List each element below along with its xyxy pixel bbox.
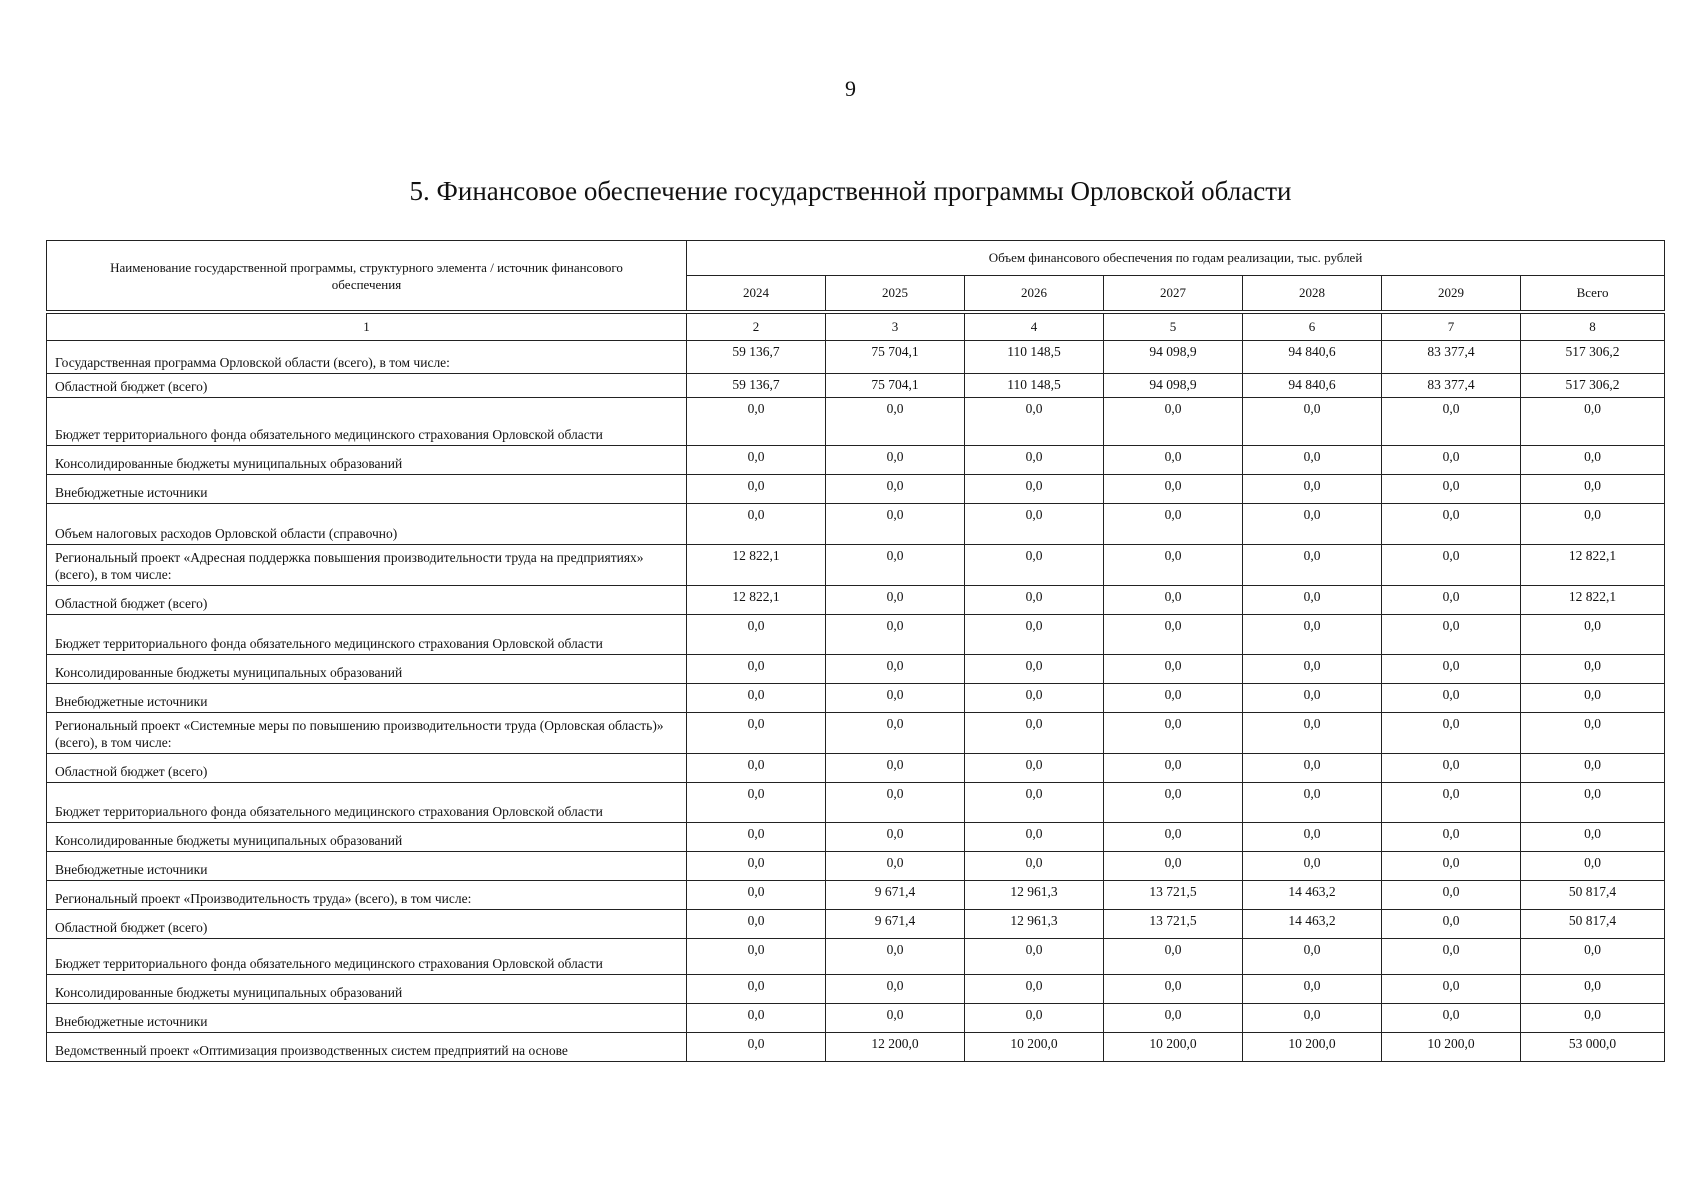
row-value-2026: 12 961,3: [965, 910, 1104, 939]
row-value-2027: 0,0: [1104, 713, 1243, 754]
row-name: Областной бюджет (всего): [47, 374, 687, 398]
row-value-2027: 0,0: [1104, 586, 1243, 615]
row-value-2027: 0,0: [1104, 783, 1243, 823]
row-value-Всего: 0,0: [1521, 504, 1665, 545]
table-row: [47, 374, 1665, 398]
row-value-2029: 0,0: [1382, 586, 1521, 615]
row-value-2029: 0,0: [1382, 939, 1521, 975]
row-name: Бюджет территориального фонда обязательного медицинского страхования Орловской области: [47, 783, 687, 823]
table-row: [47, 446, 1665, 475]
row-value-2029: 0,0: [1382, 545, 1521, 586]
row-name: Внебюджетные источники: [47, 852, 687, 881]
row-value-2024: 0,0: [687, 398, 826, 446]
table-row: [47, 939, 1665, 975]
row-value-2028: 0,0: [1243, 655, 1382, 684]
row-value-2026: 0,0: [965, 713, 1104, 754]
row-value-2024: 0,0: [687, 910, 826, 939]
row-value-2027: 0,0: [1104, 398, 1243, 446]
row-value-2025: 9 671,4: [826, 881, 965, 910]
row-value-2028: 0,0: [1243, 446, 1382, 475]
row-value-2025: 0,0: [826, 586, 965, 615]
row-name: Региональный проект «Производительность труда» (всего), в том числе:: [47, 881, 687, 910]
row-value-2028: 0,0: [1243, 823, 1382, 852]
row-value-2024: 0,0: [687, 615, 826, 655]
row-value-2027: 13 721,5: [1104, 910, 1243, 939]
row-name: Государственная программа Орловской области (всего), в том числе:: [47, 341, 687, 374]
row-value-2026: 0,0: [965, 545, 1104, 586]
row-value-2026: 0,0: [965, 398, 1104, 446]
column-number-1: 1: [47, 314, 687, 341]
table-row: [47, 1033, 1665, 1062]
row-value-2025: 0,0: [826, 504, 965, 545]
row-value-2028: 0,0: [1243, 1004, 1382, 1033]
row-name: Бюджет территориального фонда обязательного медицинского страхования Орловской области: [47, 939, 687, 975]
document-title: 5. Финансовое обеспечение государственной программы Орловской области: [409, 176, 1292, 206]
row-value-2028: 0,0: [1243, 586, 1382, 615]
row-name: Консолидированные бюджеты муниципальных образований: [47, 446, 687, 475]
row-value-2025: 9 671,4: [826, 910, 965, 939]
row-value-2024: 0,0: [687, 655, 826, 684]
header-name: Наименование государственной программы, структурного элемента / источник финансового обеспечения: [47, 241, 687, 311]
row-value-2029: 10 200,0: [1382, 1033, 1521, 1062]
row-value-2027: 0,0: [1104, 754, 1243, 783]
row-value-2027: 10 200,0: [1104, 1033, 1243, 1062]
financing-table: [46, 240, 1665, 1062]
row-name: Областной бюджет (всего): [47, 586, 687, 615]
row-value-2024: 0,0: [687, 504, 826, 545]
row-value-2029: 0,0: [1382, 398, 1521, 446]
row-value-2027: 0,0: [1104, 1004, 1243, 1033]
column-number-8: 8: [1521, 314, 1665, 341]
header-group: Объем финансового обеспечения по годам реализации, тыс. рублей: [687, 241, 1665, 276]
header-year-4: 2028: [1243, 276, 1382, 311]
row-value-2027: 13 721,5: [1104, 881, 1243, 910]
row-name: Консолидированные бюджеты муниципальных образований: [47, 823, 687, 852]
row-value-2024: 59 136,7: [687, 374, 826, 398]
table-row: [47, 852, 1665, 881]
table-row: [47, 1004, 1665, 1033]
row-value-2027: 0,0: [1104, 684, 1243, 713]
row-name: Внебюджетные источники: [47, 684, 687, 713]
row-value-2028: 0,0: [1243, 684, 1382, 713]
row-name: Бюджет территориального фонда обязательного медицинского страхования Орловской области: [47, 615, 687, 655]
table-row: [47, 823, 1665, 852]
row-value-2028: 94 840,6: [1243, 341, 1382, 374]
row-value-2025: 75 704,1: [826, 341, 965, 374]
row-value-2024: 0,0: [687, 939, 826, 975]
row-value-2028: 0,0: [1243, 713, 1382, 754]
row-value-2029: 0,0: [1382, 504, 1521, 545]
row-value-2026: 0,0: [965, 475, 1104, 504]
row-name: Бюджет территориального фонда обязательного медицинского страхования Орловской области: [47, 398, 687, 446]
row-value-2025: 0,0: [826, 446, 965, 475]
row-value-2026: 0,0: [965, 823, 1104, 852]
row-value-2026: 0,0: [965, 975, 1104, 1004]
row-value-2027: 0,0: [1104, 545, 1243, 586]
row-value-2024: 0,0: [687, 1004, 826, 1033]
table-row: [47, 398, 1665, 446]
row-value-2024: 0,0: [687, 446, 826, 475]
row-value-2029: 0,0: [1382, 615, 1521, 655]
row-value-2025: 0,0: [826, 783, 965, 823]
row-value-2026: 110 148,5: [965, 341, 1104, 374]
row-value-Всего: 12 822,1: [1521, 586, 1665, 615]
row-value-2028: 0,0: [1243, 754, 1382, 783]
row-value-2024: 12 822,1: [687, 545, 826, 586]
row-value-2029: 0,0: [1382, 910, 1521, 939]
row-name: Объем налоговых расходов Орловской области (справочно): [47, 504, 687, 545]
table-row: [47, 475, 1665, 504]
row-value-2024: 0,0: [687, 823, 826, 852]
row-name: Областной бюджет (всего): [47, 910, 687, 939]
row-value-2026: 110 148,5: [965, 374, 1104, 398]
row-value-2029: 0,0: [1382, 684, 1521, 713]
row-value-2025: 0,0: [826, 823, 965, 852]
row-value-2028: 0,0: [1243, 504, 1382, 545]
row-value-2028: 0,0: [1243, 852, 1382, 881]
header-row-top: [47, 241, 1665, 276]
row-value-2027: 0,0: [1104, 475, 1243, 504]
row-value-2024: 0,0: [687, 754, 826, 783]
row-value-2025: 0,0: [826, 655, 965, 684]
row-value-2024: 0,0: [687, 1033, 826, 1062]
row-value-2025: 0,0: [826, 754, 965, 783]
row-value-2027: 94 098,9: [1104, 374, 1243, 398]
row-value-2028: 0,0: [1243, 939, 1382, 975]
row-value-2025: 0,0: [826, 975, 965, 1004]
row-value-2024: 0,0: [687, 684, 826, 713]
row-value-2024: 0,0: [687, 881, 826, 910]
row-value-2025: 0,0: [826, 475, 965, 504]
header-year-2: 2026: [965, 276, 1104, 311]
row-value-2026: 0,0: [965, 754, 1104, 783]
row-value-2028: 94 840,6: [1243, 374, 1382, 398]
row-name: Консолидированные бюджеты муниципальных образований: [47, 975, 687, 1004]
column-number-2: 2: [687, 314, 826, 341]
column-number-6: 6: [1243, 314, 1382, 341]
row-value-2026: 0,0: [965, 446, 1104, 475]
row-value-2026: 0,0: [965, 615, 1104, 655]
row-name: Внебюджетные источники: [47, 475, 687, 504]
row-value-2029: 0,0: [1382, 881, 1521, 910]
row-value-Всего: 0,0: [1521, 615, 1665, 655]
column-number-3: 3: [826, 314, 965, 341]
header-year-5: 2029: [1382, 276, 1521, 311]
row-value-2026: 0,0: [965, 783, 1104, 823]
row-value-2028: 0,0: [1243, 398, 1382, 446]
row-value-2027: 0,0: [1104, 504, 1243, 545]
row-value-2026: 0,0: [965, 684, 1104, 713]
table-row: [47, 615, 1665, 655]
row-value-2025: 0,0: [826, 545, 965, 586]
row-value-2025: 0,0: [826, 615, 965, 655]
row-value-Всего: 0,0: [1521, 975, 1665, 1004]
row-value-2029: 83 377,4: [1382, 341, 1521, 374]
row-value-Всего: 0,0: [1521, 655, 1665, 684]
header-year-6: Всего: [1521, 276, 1665, 311]
column-number-row: [47, 314, 1665, 341]
row-value-2024: 0,0: [687, 975, 826, 1004]
row-value-2025: 0,0: [826, 852, 965, 881]
row-value-2029: 0,0: [1382, 655, 1521, 684]
row-value-Всего: 0,0: [1521, 823, 1665, 852]
row-name: Внебюджетные источники: [47, 1004, 687, 1033]
row-value-Всего: 0,0: [1521, 713, 1665, 754]
column-number-4: 4: [965, 314, 1104, 341]
row-value-2028: 0,0: [1243, 783, 1382, 823]
table-row: [47, 783, 1665, 823]
table-row: [47, 341, 1665, 374]
row-value-2025: 75 704,1: [826, 374, 965, 398]
column-number-7: 7: [1382, 314, 1521, 341]
row-value-Всего: 50 817,4: [1521, 881, 1665, 910]
row-name: Региональный проект «Системные меры по повышению производительности труда (Орловская область)» (всего), в том числе:: [47, 713, 687, 754]
table-row: [47, 586, 1665, 615]
row-value-2024: 0,0: [687, 783, 826, 823]
table-row: [47, 881, 1665, 910]
row-value-2027: 0,0: [1104, 446, 1243, 475]
table-row: [47, 754, 1665, 783]
row-name: Областной бюджет (всего): [47, 754, 687, 783]
row-value-2027: 0,0: [1104, 655, 1243, 684]
row-value-2027: 0,0: [1104, 852, 1243, 881]
header-year-1: 2025: [826, 276, 965, 311]
table-row: [47, 975, 1665, 1004]
row-value-Всего: 12 822,1: [1521, 545, 1665, 586]
row-value-2029: 0,0: [1382, 754, 1521, 783]
row-value-2029: 0,0: [1382, 713, 1521, 754]
row-name: Ведомственный проект «Оптимизация производственных систем предприятий на основе: [47, 1033, 687, 1062]
row-value-Всего: 0,0: [1521, 939, 1665, 975]
page-number: 9: [845, 76, 856, 101]
row-value-2029: 0,0: [1382, 446, 1521, 475]
row-name: Региональный проект «Адресная поддержка повышения производительности труда на предприятиях» (всего), в том числе:: [47, 545, 687, 586]
row-value-2025: 12 200,0: [826, 1033, 965, 1062]
row-value-2028: 0,0: [1243, 975, 1382, 1004]
row-value-Всего: 0,0: [1521, 852, 1665, 881]
row-value-Всего: 0,0: [1521, 475, 1665, 504]
row-value-2028: 0,0: [1243, 615, 1382, 655]
row-value-Всего: 0,0: [1521, 783, 1665, 823]
row-value-2028: 0,0: [1243, 475, 1382, 504]
row-value-Всего: 0,0: [1521, 398, 1665, 446]
row-value-2029: 0,0: [1382, 823, 1521, 852]
row-value-2029: 0,0: [1382, 475, 1521, 504]
header-year-0: 2024: [687, 276, 826, 311]
row-value-2026: 0,0: [965, 504, 1104, 545]
row-value-2026: 0,0: [965, 939, 1104, 975]
row-value-2025: 0,0: [826, 684, 965, 713]
row-value-2024: 0,0: [687, 852, 826, 881]
column-number-5: 5: [1104, 314, 1243, 341]
row-value-2024: 0,0: [687, 475, 826, 504]
row-value-2029: 0,0: [1382, 852, 1521, 881]
row-value-Всего: 0,0: [1521, 1004, 1665, 1033]
row-value-2024: 59 136,7: [687, 341, 826, 374]
table-row: [47, 713, 1665, 754]
row-value-2025: 0,0: [826, 1004, 965, 1033]
table-row: [47, 684, 1665, 713]
row-value-2027: 94 098,9: [1104, 341, 1243, 374]
row-value-2025: 0,0: [826, 939, 965, 975]
row-name: Консолидированные бюджеты муниципальных образований: [47, 655, 687, 684]
row-value-Всего: 0,0: [1521, 684, 1665, 713]
row-value-2028: 14 463,2: [1243, 881, 1382, 910]
row-value-2028: 14 463,2: [1243, 910, 1382, 939]
row-value-2025: 0,0: [826, 713, 965, 754]
row-value-2027: 0,0: [1104, 939, 1243, 975]
row-value-Всего: 50 817,4: [1521, 910, 1665, 939]
row-value-Всего: 517 306,2: [1521, 374, 1665, 398]
row-value-2029: 0,0: [1382, 1004, 1521, 1033]
row-value-2026: 0,0: [965, 852, 1104, 881]
row-value-Всего: 0,0: [1521, 754, 1665, 783]
row-value-2026: 0,0: [965, 655, 1104, 684]
row-value-2027: 0,0: [1104, 975, 1243, 1004]
row-value-2025: 0,0: [826, 398, 965, 446]
header-year-3: 2027: [1104, 276, 1243, 311]
row-value-2029: 0,0: [1382, 975, 1521, 1004]
table-row: [47, 504, 1665, 545]
row-value-2026: 12 961,3: [965, 881, 1104, 910]
row-value-2026: 0,0: [965, 1004, 1104, 1033]
row-value-2029: 0,0: [1382, 783, 1521, 823]
row-value-2029: 83 377,4: [1382, 374, 1521, 398]
table-row: [47, 910, 1665, 939]
row-value-Всего: 53 000,0: [1521, 1033, 1665, 1062]
table-row: [47, 545, 1665, 586]
row-value-2026: 0,0: [965, 586, 1104, 615]
row-value-2028: 10 200,0: [1243, 1033, 1382, 1062]
row-value-2026: 10 200,0: [965, 1033, 1104, 1062]
row-value-Всего: 517 306,2: [1521, 341, 1665, 374]
row-value-2024: 0,0: [687, 713, 826, 754]
table-row: [47, 655, 1665, 684]
row-value-2027: 0,0: [1104, 615, 1243, 655]
row-value-2027: 0,0: [1104, 823, 1243, 852]
row-value-2024: 12 822,1: [687, 586, 826, 615]
row-value-2028: 0,0: [1243, 545, 1382, 586]
row-value-Всего: 0,0: [1521, 446, 1665, 475]
